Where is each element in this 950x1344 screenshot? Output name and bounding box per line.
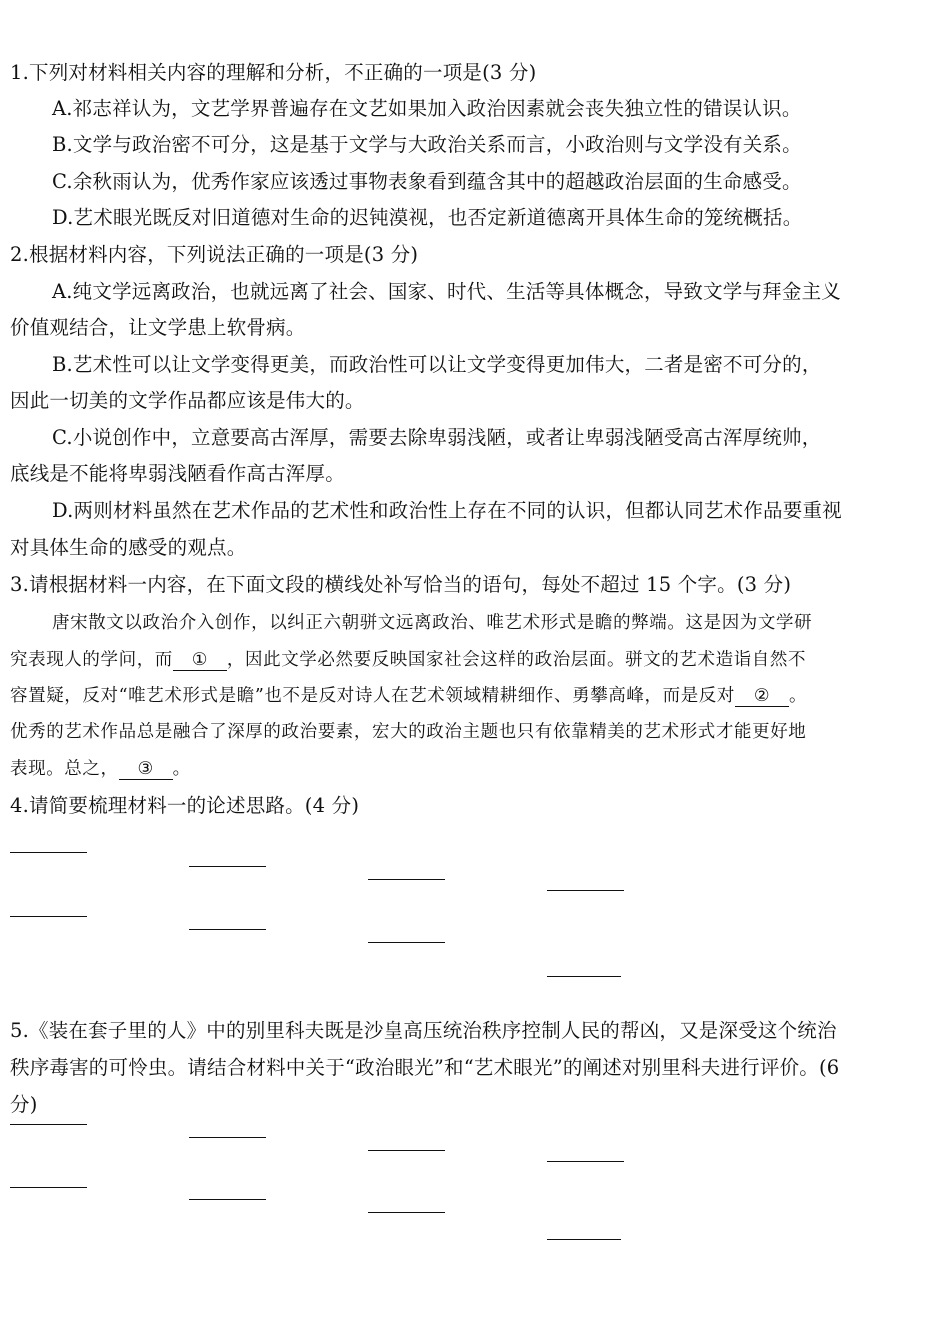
q3-passage-text: 容置疑，反对“唯艺术形式是瞻”也不是反对诗人在艺术领域精耕细作、勇攀高峰，而是反对 xyxy=(10,686,735,706)
q2-option-d-cont: 对具体生命的感受的观点。 xyxy=(10,536,247,559)
answer-line[interactable] xyxy=(547,890,624,891)
q3-blank-1[interactable]: ① xyxy=(173,650,227,671)
q3-passage-line-4: 优秀的艺术作品总是融合了深厚的政治要素，宏大的政治主题也只有依靠精美的艺术形式才能更好地 xyxy=(10,722,807,742)
q3-passage-text: 。 xyxy=(789,686,808,706)
q2-stem: 2.根据材料内容，下列说法正确的一项是(3 分) xyxy=(10,243,419,266)
answer-line[interactable] xyxy=(368,1212,445,1213)
answer-line[interactable] xyxy=(10,1124,87,1125)
answer-line[interactable] xyxy=(547,1239,621,1240)
answer-line[interactable] xyxy=(368,1150,445,1151)
answer-line[interactable] xyxy=(10,1187,87,1188)
q3-passage-text: ，因此文学必然要反映国家社会这样的政治层面。骈文的艺术造诣自然不 xyxy=(226,650,807,670)
q1-option-c: C.余秋雨认为，优秀作家应该透过事物表象看到蕴含其中的超越政治层面的生命感受。 xyxy=(52,170,802,193)
answer-line[interactable] xyxy=(189,929,266,930)
q1-option-b: B.文学与政治密不可分，这是基于文学与大政治关系而言，小政治则与文学没有关系。 xyxy=(52,133,802,156)
q3-passage-text: 究表现人的学问，而 xyxy=(10,650,173,670)
q1-stem: 1.下列对材料相关内容的理解和分析，不正确的一项是(3 分) xyxy=(10,61,537,84)
q2-option-a: A.纯文学远离政治，也就远离了社会、国家、时代、生活等具体概念，导致文学与拜金主义 xyxy=(52,280,841,303)
q5-stem-line-3: 分) xyxy=(10,1093,38,1116)
answer-line[interactable] xyxy=(189,1137,266,1138)
q3-blank-2[interactable]: ② xyxy=(735,686,789,707)
q3-passage-text: 表现。总之， xyxy=(10,759,119,779)
q5-stem-line-2: 秩序毒害的可怜虫。请结合材料中关于“政治眼光”和“艺术眼光”的阐述对别里科夫进行评价。(6 xyxy=(10,1056,840,1079)
answer-line[interactable] xyxy=(547,1161,624,1162)
q3-passage-text: 。 xyxy=(172,759,191,779)
answer-line[interactable] xyxy=(547,976,621,977)
q3-passage-line-2 xyxy=(10,647,806,673)
q2-option-b-cont: 因此一切美的文学作品都应该是伟大的。 xyxy=(10,389,365,412)
q3-passage-line-5 xyxy=(10,756,191,782)
q4-stem: 4.请简要梳理材料一的论述思路。(4 分) xyxy=(10,794,360,817)
answer-line[interactable] xyxy=(189,1199,266,1200)
answer-line[interactable] xyxy=(368,879,445,880)
q2-option-d: D.两则材料虽然在艺术作品的艺术性和政治性上存在不同的认识，但都认同艺术作品要重视 xyxy=(52,499,842,522)
answer-line[interactable] xyxy=(10,916,87,917)
q2-option-b: B.艺术性可以让文学变得更美，而政治性可以让文学变得更加伟大，二者是密不可分的， xyxy=(52,353,822,376)
answer-line[interactable] xyxy=(368,942,445,943)
q3-blank-3[interactable]: ③ xyxy=(119,759,173,780)
answer-line[interactable] xyxy=(10,852,87,853)
answer-line[interactable] xyxy=(189,866,266,867)
q5-stem-line-1: 5.《装在套子里的人》中的别里科夫既是沙皇高压统治秩序控制人民的帮凶，又是深受这个统治 xyxy=(10,1019,837,1042)
q3-stem: 3.请根据材料一内容，在下面文段的横线处补写恰当的语句，每处不超过 15 个字。(3 分) xyxy=(10,573,792,596)
q3-passage-line-3 xyxy=(10,683,807,709)
q2-option-a-cont: 价值观结合，让文学患上软骨病。 xyxy=(10,316,306,339)
q1-option-d: D.艺术眼光既反对旧道德对生命的迟钝漠视，也否定新道德离开具体生命的笼统概括。 xyxy=(52,206,803,229)
q1-option-a: A.祁志祥认为，文艺学界普遍存在文艺如果加入政治因素就会丧失独立性的错误认识。 xyxy=(52,97,802,120)
q3-passage-line-1: 唐宋散文以政治介入创作，以纠正六朝骈文远离政治、唯艺术形式是瞻的弊端。这是因为文学研 xyxy=(52,613,813,633)
q2-option-c-cont: 底线是不能将卑弱浅陋看作高古浑厚。 xyxy=(10,462,345,485)
q2-option-c: C.小说创作中，立意要高古浑厚，需要去除卑弱浅陋，或者让卑弱浅陋受高古浑厚统帅， xyxy=(52,426,822,449)
